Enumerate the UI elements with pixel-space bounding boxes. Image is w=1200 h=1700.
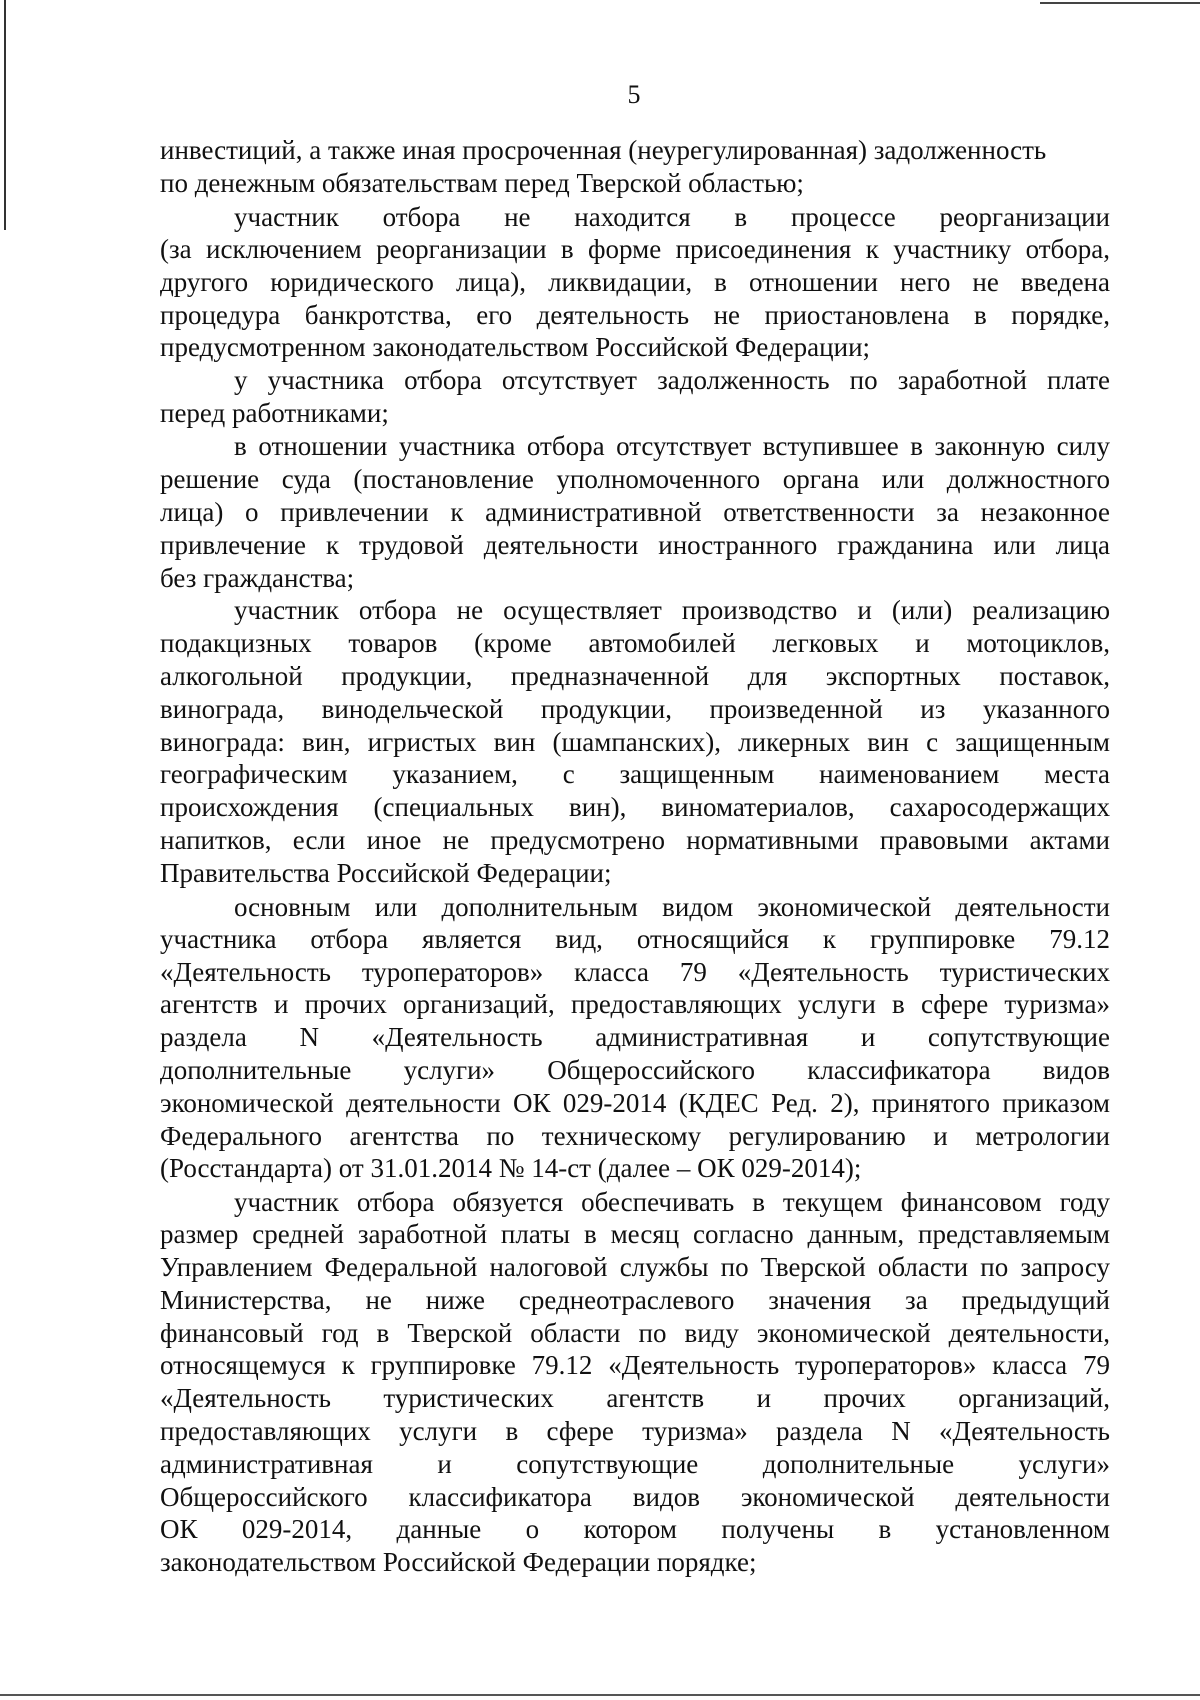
text-line: решение суда (постановление уполномоченного органа или должностного [160,464,1110,494]
text-line: географическим указанием, с защищенным наименованием места [160,759,1110,789]
text-line: привлечение к трудовой деятельности иностранного гражданина или лица [160,530,1110,560]
text-line: участника отбора является вид, относящийся к группировке 79.12 [160,924,1110,954]
paragraph-first-line: участник отбора не осуществляет производство и (или) реализацию [234,595,1110,625]
paragraph-first-line: у участника отбора отсутствует задолженность по заработной плате [234,365,1110,395]
text-line: Управлением Федеральной налоговой службы по Тверской области по запросу [160,1252,1110,1282]
text-line: происхождения (специальных вин), виноматериалов, сахаросодержащих [160,792,1110,822]
scan-edge-top [1040,2,1200,4]
text-line: без гражданства; [160,563,355,593]
text-line: законодательством Российской Федерации порядке; [160,1547,757,1577]
text-line: финансовый год в Тверской области по виду экономической деятельности, [160,1318,1110,1348]
text-line: другого юридического лица), ликвидации, в отношении него не введена [160,267,1110,297]
text-line: раздела N «Деятельность административная и сопутствующие [160,1022,1110,1052]
text-line: винограда, винодельческой продукции, произведенной из указанного [160,694,1110,724]
paragraph-first-line: в отношении участника отбора отсутствует вступившее в законную силу [234,431,1110,461]
paragraph-first-line: участник отбора обязуется обеспечивать в текущем финансовом году [234,1187,1110,1217]
text-line: перед работниками; [160,398,389,428]
text-line: «Деятельность туристических агентств и прочих организаций, [160,1383,1110,1413]
text-line: дополнительные услуги» Общероссийского классификатора видов [160,1055,1110,1085]
text-line: Правительства Российской Федерации; [160,858,612,888]
text-line: агентств и прочих организаций, предоставляющих услуги в сфере туризма» [160,989,1110,1019]
text-line: процедура банкротства, его деятельность не приостановлена в порядке, [160,300,1110,330]
text-line: Федерального агентства по техническому регулированию и метрологии [160,1121,1110,1151]
text-line: относящемуся к группировке 79.12 «Деятельность туроператоров» класса 79 [160,1350,1110,1380]
text-line: предусмотренном законодательством Российской Федерации; [160,332,871,362]
scan-edge-left [4,0,6,230]
scan-edge-bottom [0,1694,1200,1696]
text-line: (за исключением реорганизации в форме присоединения к участнику отбора, [160,234,1110,264]
text-line: инвестиций, а также иная просроченная (неурегулированная) задолженность [160,135,1047,165]
text-line: административная и сопутствующие дополнительные услуги» [160,1449,1110,1479]
text-line: (Росстандарта) от 31.01.2014 № 14-ст (далее – ОК 029-2014); [160,1153,862,1183]
text-line: экономической деятельности ОК 029-2014 (КДЕС Ред. 2), принятого приказом [160,1088,1110,1118]
text-line: винограда: вин, игристых вин (шампанских), ликерных вин с защищенным [160,727,1110,757]
text-line: лица) о привлечении к административной ответственности за незаконное [160,497,1110,527]
text-line: подакцизных товаров (кроме автомобилей легковых и мотоциклов, [160,628,1110,658]
text-line: Общероссийского классификатора видов экономической деятельности [160,1482,1110,1512]
text-line: по денежным обязательствам перед Тверской областью; [160,168,804,198]
paragraph-first-line: основным или дополнительным видом экономической деятельности [234,892,1110,922]
paragraph-first-line: участник отбора не находится в процессе реорганизации [234,202,1110,232]
text-line: алкогольной продукции, предназначенной для экспортных поставок, [160,661,1110,691]
text-line: предоставляющих услуги в сфере туризма» раздела N «Деятельность [160,1416,1110,1446]
text-line: Министерства, не ниже среднеотраслевого значения за предыдущий [160,1285,1110,1315]
text-line: ОК 029-2014, данные о котором получены в установленном [160,1514,1110,1544]
page-number: 5 [627,80,641,109]
text-line: напитков, если иное не предусмотрено нормативными правовыми актами [160,825,1110,855]
text-line: размер средней заработной платы в месяц согласно данным, представляемым [160,1219,1110,1249]
text-line: «Деятельность туроператоров» класса 79 «Деятельность туристических [160,957,1110,987]
